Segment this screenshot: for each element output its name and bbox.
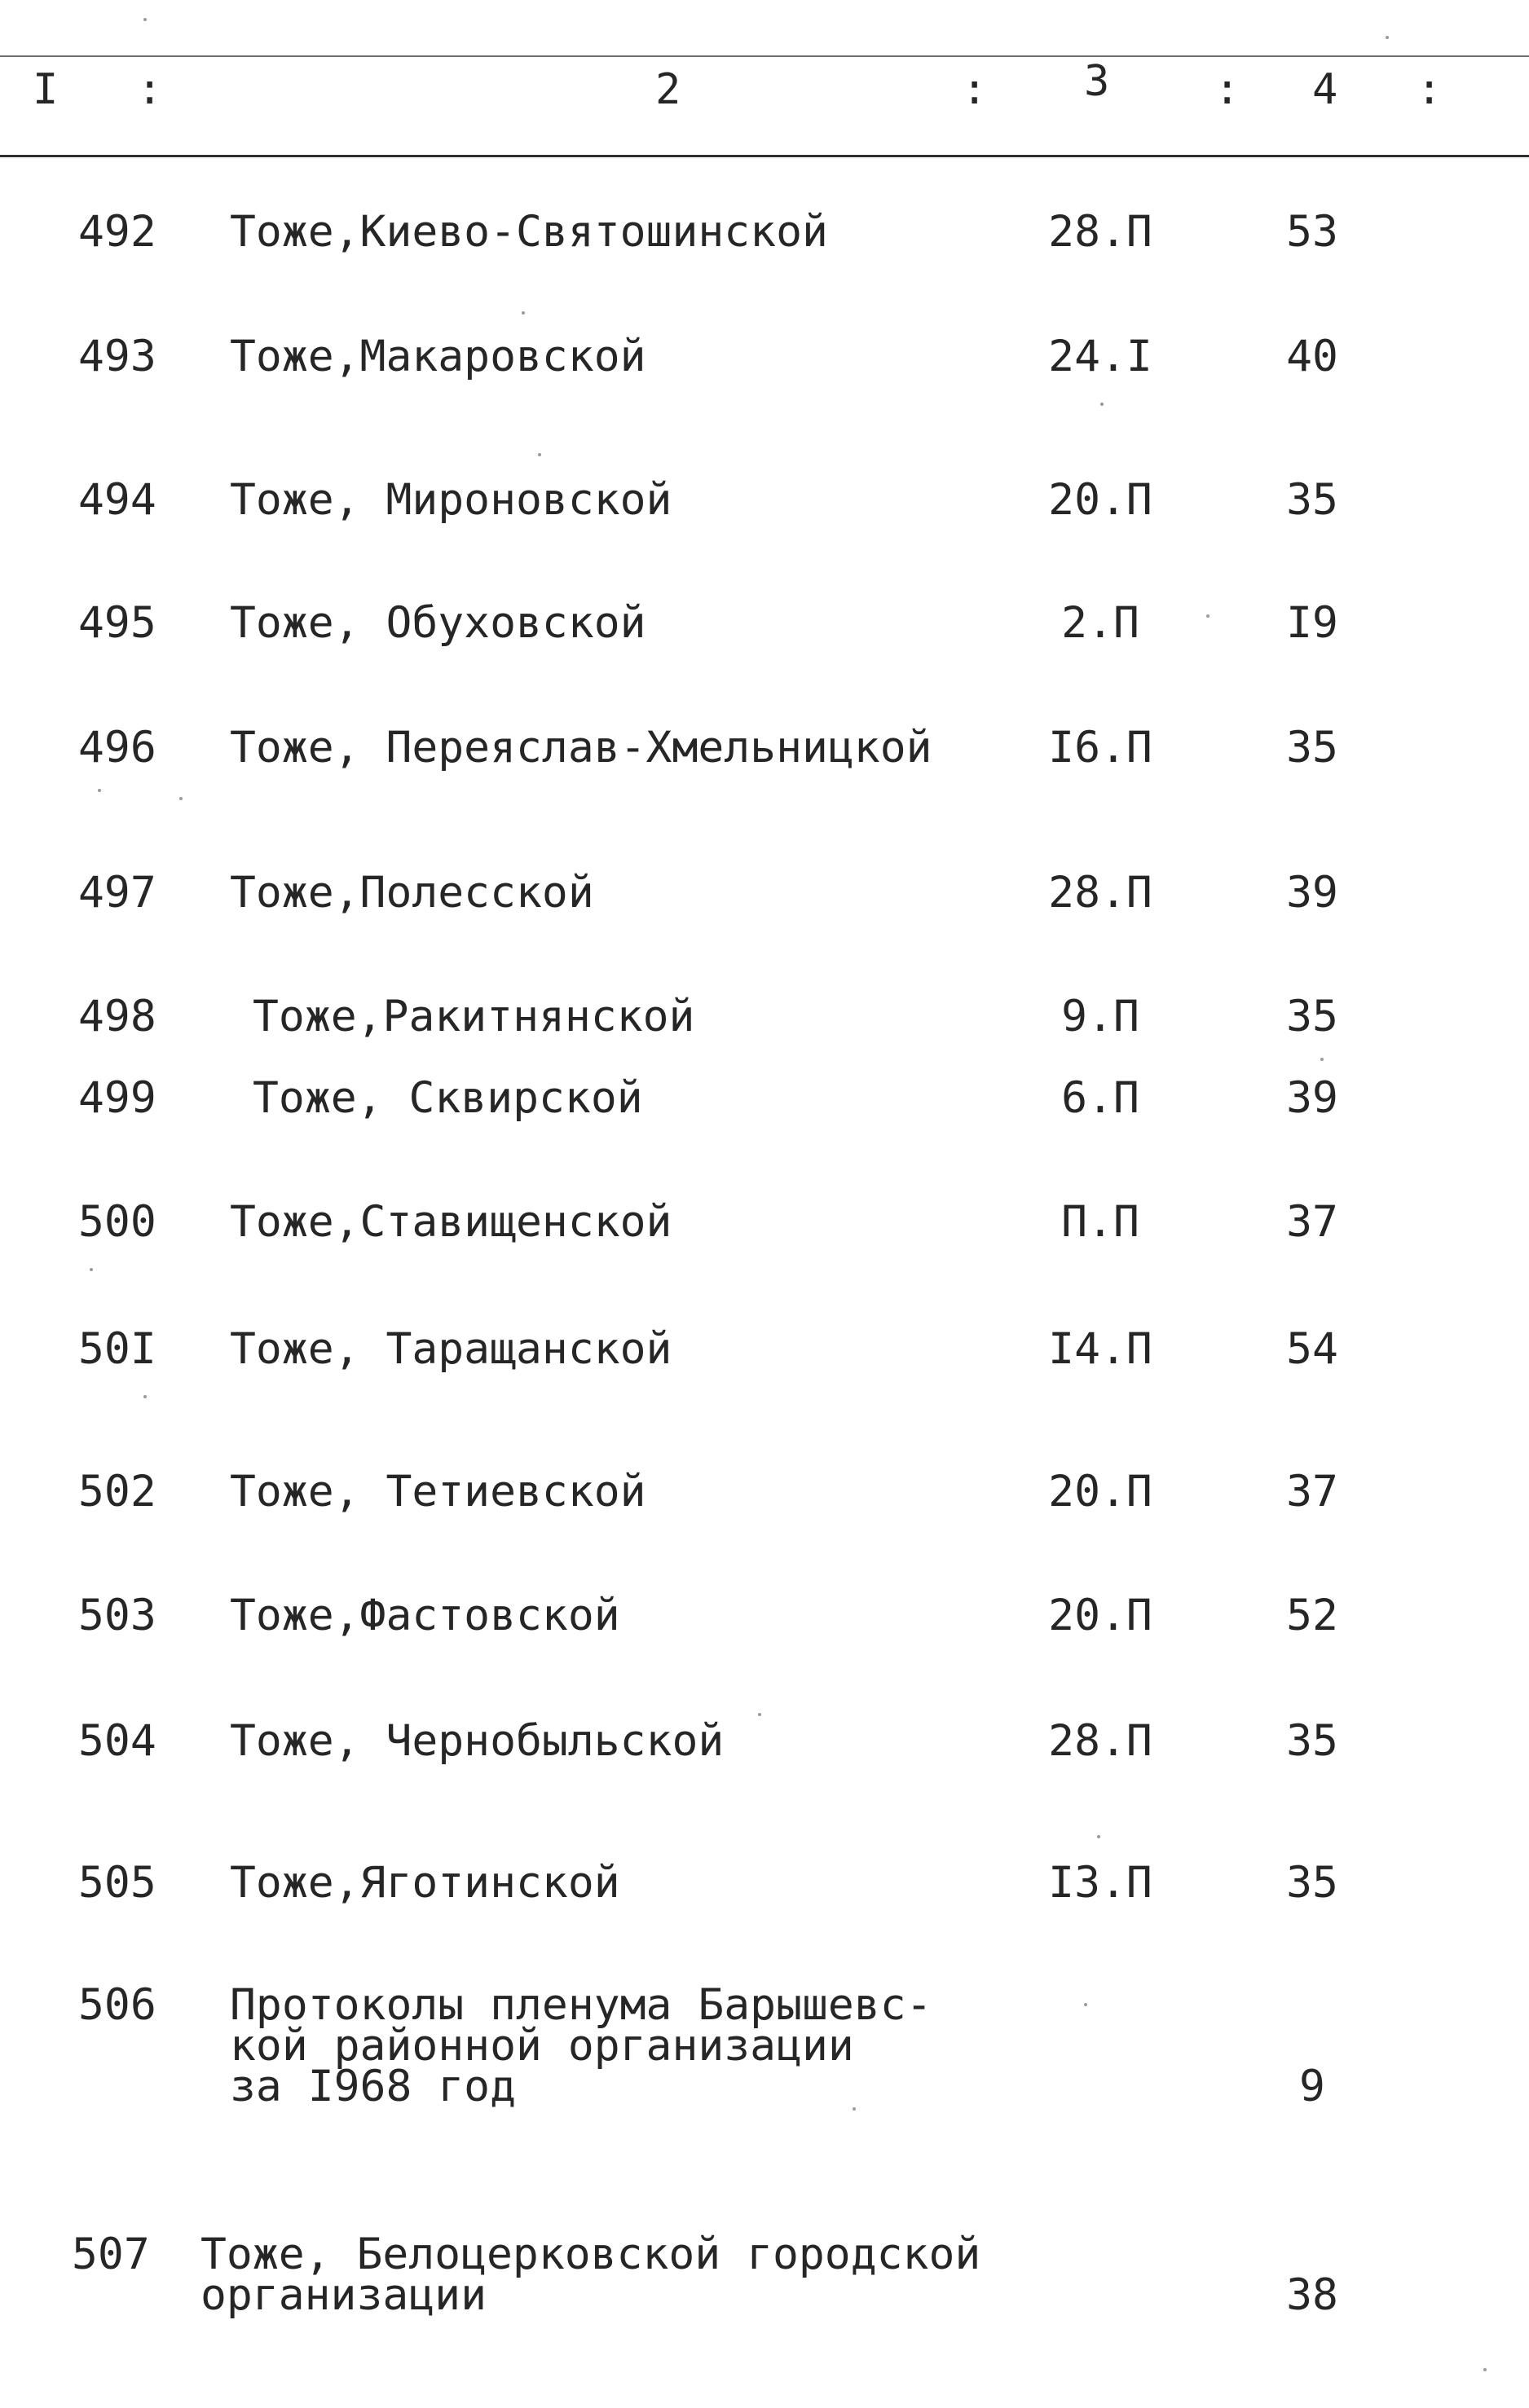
row-sheets: 35 [1286, 992, 1338, 1041]
header-col-1: I [33, 65, 59, 114]
row-description: Тоже,Киево-Святошинской [230, 207, 828, 257]
scan-speck [1097, 1835, 1100, 1838]
row-sheets: 37 [1286, 1197, 1338, 1247]
scan-speck [538, 453, 541, 456]
row-date: I4.П [1048, 1324, 1152, 1374]
row-sheets: 35 [1286, 723, 1338, 773]
row-description-line: Тоже, Белоцерковской городской [200, 2230, 981, 2279]
scan-speck [1483, 2368, 1487, 2371]
row-number: 496 [78, 723, 156, 773]
scan-speck [143, 18, 147, 21]
row-sheets: 40 [1286, 332, 1338, 381]
header-col-3: 3 [1084, 57, 1110, 106]
row-description-line: Протоколы пленума Барышевс- [230, 1980, 932, 2030]
row-sheets: 35 [1286, 1716, 1338, 1766]
row-sheets: 52 [1286, 1591, 1338, 1640]
scan-speck [758, 1713, 761, 1716]
scan-speck [853, 2107, 856, 2111]
row-description: Тоже,Яготинской [230, 1858, 620, 1908]
row-number: 492 [78, 207, 156, 257]
row-sheets: 39 [1286, 1073, 1338, 1123]
row-date: 9.П [1061, 992, 1139, 1041]
row-sheets: 53 [1286, 207, 1338, 257]
row-sheets: 35 [1286, 475, 1338, 525]
row-sheets: 39 [1286, 868, 1338, 918]
scan-speck [1084, 2003, 1087, 2006]
row-date: 20.П [1048, 1591, 1152, 1640]
row-description: Тоже,Ставищенской [230, 1197, 672, 1247]
row-number: 505 [78, 1858, 156, 1908]
row-description: Тоже, Тетиевской [230, 1467, 646, 1517]
header-separator: : [1417, 65, 1443, 114]
row-date: 20.П [1048, 475, 1152, 525]
scan-speck [98, 789, 101, 792]
row-number: 498 [78, 992, 156, 1041]
row-description: Тоже, Сквирской [253, 1073, 643, 1123]
header-col-2: 2 [655, 65, 681, 114]
header-col-4: 4 [1312, 65, 1338, 114]
row-sheets: 37 [1286, 1467, 1338, 1517]
row-description: Тоже,Макаровской [230, 332, 646, 381]
row-number: 499 [78, 1073, 156, 1123]
row-description: Тоже, Чернобыльской [230, 1716, 725, 1766]
row-description: Тоже, Таращанской [230, 1324, 672, 1374]
row-date: 24.I [1048, 332, 1152, 381]
row-number: 493 [78, 332, 156, 381]
row-date: I3.П [1048, 1858, 1152, 1908]
scan-speck [143, 1395, 147, 1398]
scan-speck [90, 1268, 93, 1271]
header-separator: : [137, 65, 163, 114]
row-date: 20.П [1048, 1467, 1152, 1517]
row-number: 507 [72, 2230, 150, 2279]
row-description: Тоже, Переяслав-Хмельницкой [230, 723, 932, 773]
row-sheets: 9 [1299, 2062, 1325, 2111]
row-sheets: 38 [1286, 2270, 1338, 2320]
row-description: Тоже,Ракитнянской [253, 992, 695, 1041]
row-date: 2.П [1061, 598, 1139, 648]
row-date: 28.П [1048, 1716, 1152, 1766]
row-sheets: 54 [1286, 1324, 1338, 1374]
scan-speck [1386, 36, 1389, 39]
row-number: 502 [78, 1467, 156, 1517]
row-number: 500 [78, 1197, 156, 1247]
row-number: 506 [78, 1980, 156, 2030]
row-date: I6.П [1048, 723, 1152, 773]
row-number: 50I [78, 1324, 156, 1374]
scan-speck [179, 797, 183, 800]
scan-speck [1320, 1058, 1324, 1061]
row-date: 28.П [1048, 868, 1152, 918]
row-number: 495 [78, 598, 156, 648]
row-sheets: 35 [1286, 1858, 1338, 1908]
row-description-line: кой районной организации [230, 2021, 854, 2071]
row-sheets: I9 [1286, 598, 1338, 648]
header-separator: : [962, 65, 988, 114]
row-description: Тоже,Фастовской [230, 1591, 620, 1640]
row-date: 28.П [1048, 207, 1152, 257]
row-description: Тоже, Обуховской [230, 598, 646, 648]
scan-speck [522, 311, 525, 315]
row-description-line: организации [200, 2270, 487, 2320]
scan-speck [1206, 614, 1210, 618]
row-description-line: за I968 год [230, 2062, 516, 2111]
row-number: 494 [78, 475, 156, 525]
row-description: Тоже,Полесской [230, 868, 594, 918]
header-bottom-rule [0, 155, 1529, 157]
row-number: 504 [78, 1716, 156, 1766]
header-top-rule [0, 55, 1529, 57]
row-number: 497 [78, 868, 156, 918]
row-date: 6.П [1061, 1073, 1139, 1123]
row-description: Тоже, Мироновской [230, 475, 672, 525]
row-date: П.П [1061, 1197, 1139, 1247]
scan-speck [1100, 403, 1104, 406]
row-number: 503 [78, 1591, 156, 1640]
header-separator: : [1214, 65, 1240, 114]
